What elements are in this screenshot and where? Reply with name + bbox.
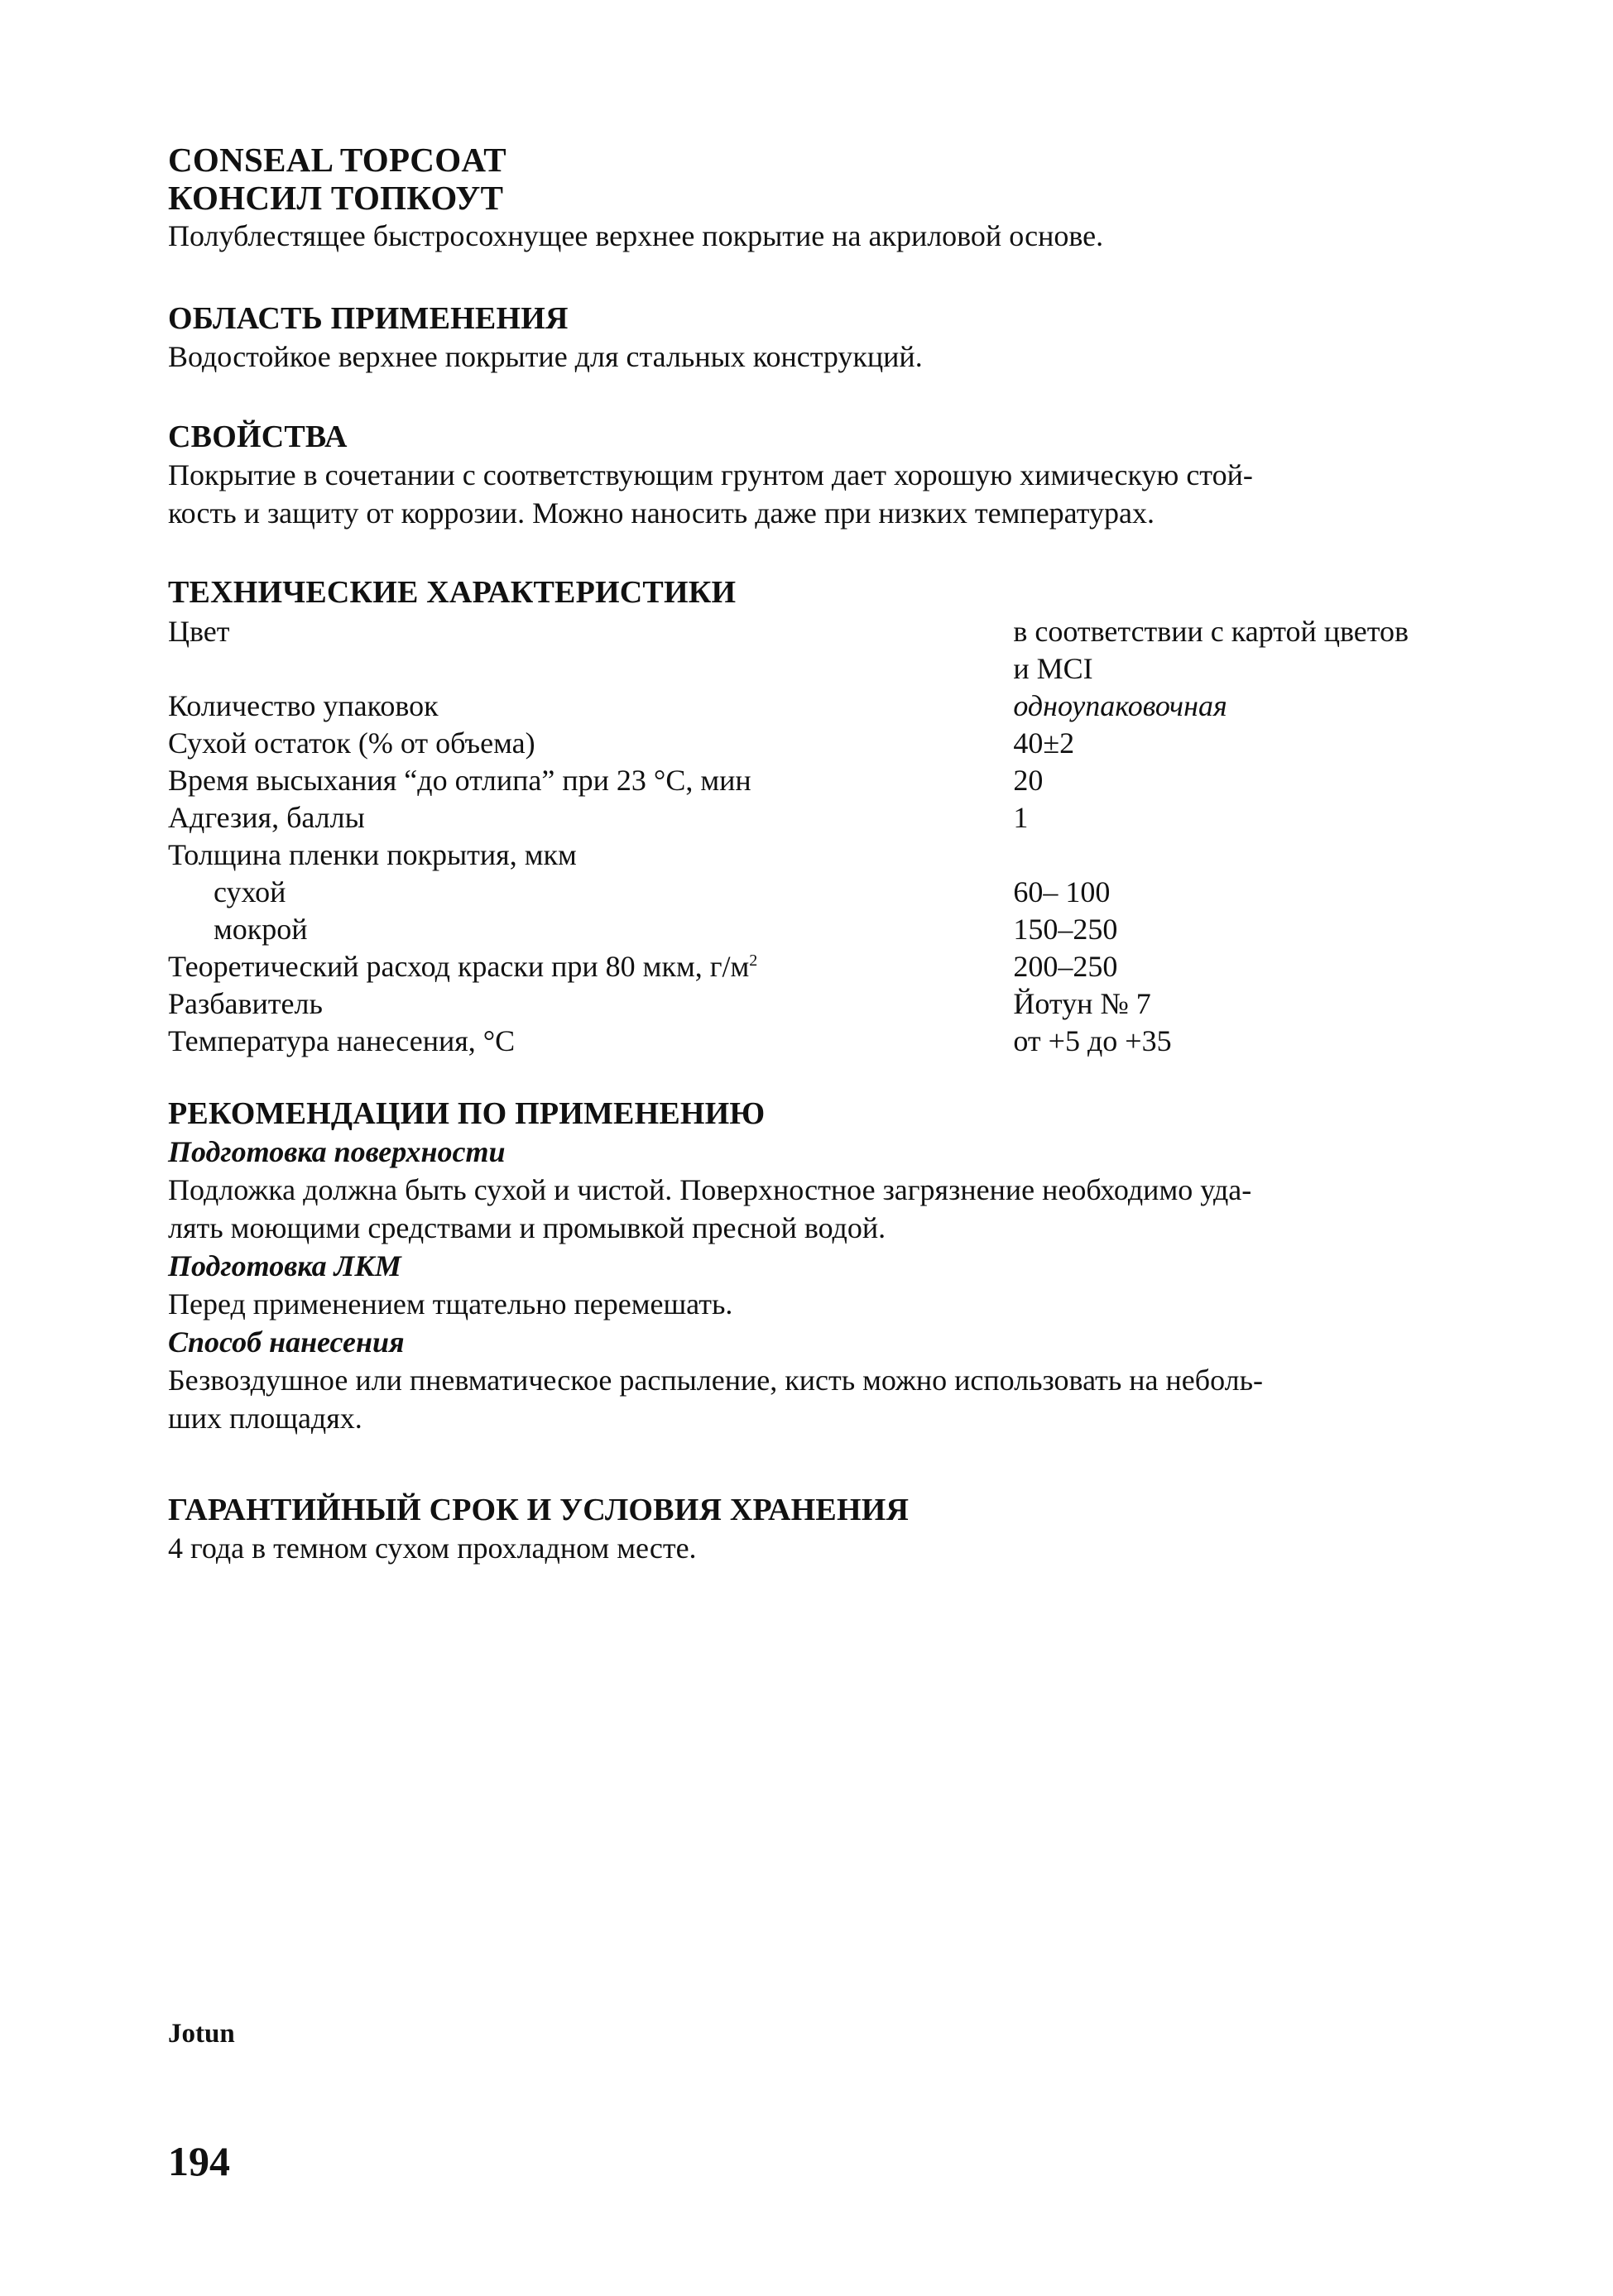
spec-value: [1013, 836, 1459, 874]
spec-value: 1: [1013, 801, 1029, 834]
paint-prep-text: Перед применением тщательно перемешать.: [168, 1287, 733, 1321]
warranty-text: 4 года в темном сухом прохладном месте.: [168, 1531, 697, 1565]
warranty-section: [168, 1491, 1443, 1567]
specs-row-thinner: [168, 985, 1459, 1023]
specs-row-wet: [168, 911, 1459, 948]
paint-prep-heading: Подготовка ЛКМ: [168, 1249, 401, 1282]
properties-heading: СВОЙСТВА: [168, 419, 348, 454]
brand-footer: Jotun: [168, 2019, 235, 2049]
spec-value: 60– 100: [1013, 875, 1111, 908]
method-heading: Способ нанесения: [168, 1325, 405, 1359]
specs-row-color-cont: [168, 650, 1459, 688]
specs-table: [168, 613, 1459, 1060]
surface-prep-heading: Подготовка поверхности: [168, 1135, 506, 1168]
specs-row-dry: [168, 874, 1459, 911]
specs-heading: ТЕХНИЧЕСКИЕ ХАРАКТЕРИСТИКИ: [168, 575, 737, 610]
spec-label: [168, 948, 1013, 985]
specs-row-color: [168, 613, 1459, 650]
spec-label: Количество упаковок: [168, 689, 439, 722]
product-description: Полублестящее быстросохнущее верхнее покрытие на акриловой основе.: [168, 219, 1104, 252]
page-number: 194: [168, 2138, 230, 2184]
properties-line-2: кость и защиту от коррозии. Можно наносить даже при низких температурах.: [168, 496, 1155, 530]
spec-value: 150–250: [1013, 913, 1118, 946]
spec-value: от +5 до +35: [1013, 1024, 1172, 1057]
specs-row-film-thickness: [168, 836, 1459, 874]
spec-value: 20: [1013, 764, 1044, 797]
spec-value: Йотун № 7: [1013, 987, 1151, 1020]
spec-label: Сухой остаток (% от объема): [168, 726, 535, 760]
spec-value: одноупаковочная: [1013, 689, 1227, 722]
spec-value: в соответствии с картой цветов: [1013, 615, 1409, 648]
spec-value: 40±2: [1013, 726, 1075, 760]
product-title-block: [168, 141, 1443, 255]
superscript-2: 2: [749, 951, 758, 970]
spec-label: Разбавитель: [168, 987, 323, 1020]
method-line-1: Безвоздушное или пневматическое распыление, кисть можно использовать на неболь-: [168, 1364, 1263, 1397]
spec-label-text: Теоретический расход краски при 80 мкм, г/м: [168, 950, 750, 983]
spec-value: и MCI: [1013, 652, 1093, 685]
specs-heading-block: [168, 573, 1443, 611]
spec-label: Цвет: [168, 615, 230, 648]
recommendations-section: [168, 1095, 1443, 1437]
application-area-text: Водостойкое верхнее покрытие для стальных конструкций.: [168, 340, 923, 373]
recommendations-heading: РЕКОМЕНДАЦИИ ПО ПРИМЕНЕНИЮ: [168, 1096, 766, 1131]
spec-label: Адгезия, баллы: [168, 801, 365, 834]
product-name-en: CONSEAL TOPCOAT: [168, 141, 506, 179]
spec-label: [168, 650, 1013, 688]
specs-row-dry-residue: [168, 725, 1459, 762]
warranty-heading: ГАРАНТИЙНЫЙ СРОК И УСЛОВИЯ ХРАНЕНИЯ: [168, 1493, 910, 1527]
application-area-heading: ОБЛАСТЬ ПРИМЕНЕНИЯ: [168, 301, 569, 336]
properties-section: [168, 418, 1443, 532]
properties-line-1: Покрытие в сочетании с соответствующим грунтом дает хорошую химическую стой-: [168, 458, 1253, 491]
spec-label: Температура нанесения, °С: [168, 1024, 516, 1057]
application-area-section: [168, 300, 1443, 376]
spec-label: Время высыхания “до отлипа” при 23 °С, мин: [168, 764, 751, 797]
spec-value: 200–250: [1013, 950, 1118, 983]
spec-label: мокрой: [214, 913, 308, 946]
specs-row-drying-time: [168, 762, 1459, 799]
specs-row-packages: [168, 688, 1459, 725]
specs-row-consumption: [168, 948, 1459, 985]
surface-prep-line-2: лять моющими средствами и промывкой пресной водой.: [168, 1211, 886, 1244]
product-name-ru: КОНСИЛ ТОПКОУТ: [168, 179, 504, 217]
surface-prep-line-1: Подложка должна быть сухой и чистой. Поверхностное загрязнение необходимо уда-: [168, 1173, 1252, 1206]
spec-label: сухой: [214, 875, 286, 908]
specs-row-temperature: [168, 1023, 1459, 1060]
method-line-2: ших площадях.: [168, 1402, 362, 1435]
specs-row-adhesion: [168, 799, 1459, 836]
spec-label: Толщина пленки покрытия, мкм: [168, 838, 577, 871]
